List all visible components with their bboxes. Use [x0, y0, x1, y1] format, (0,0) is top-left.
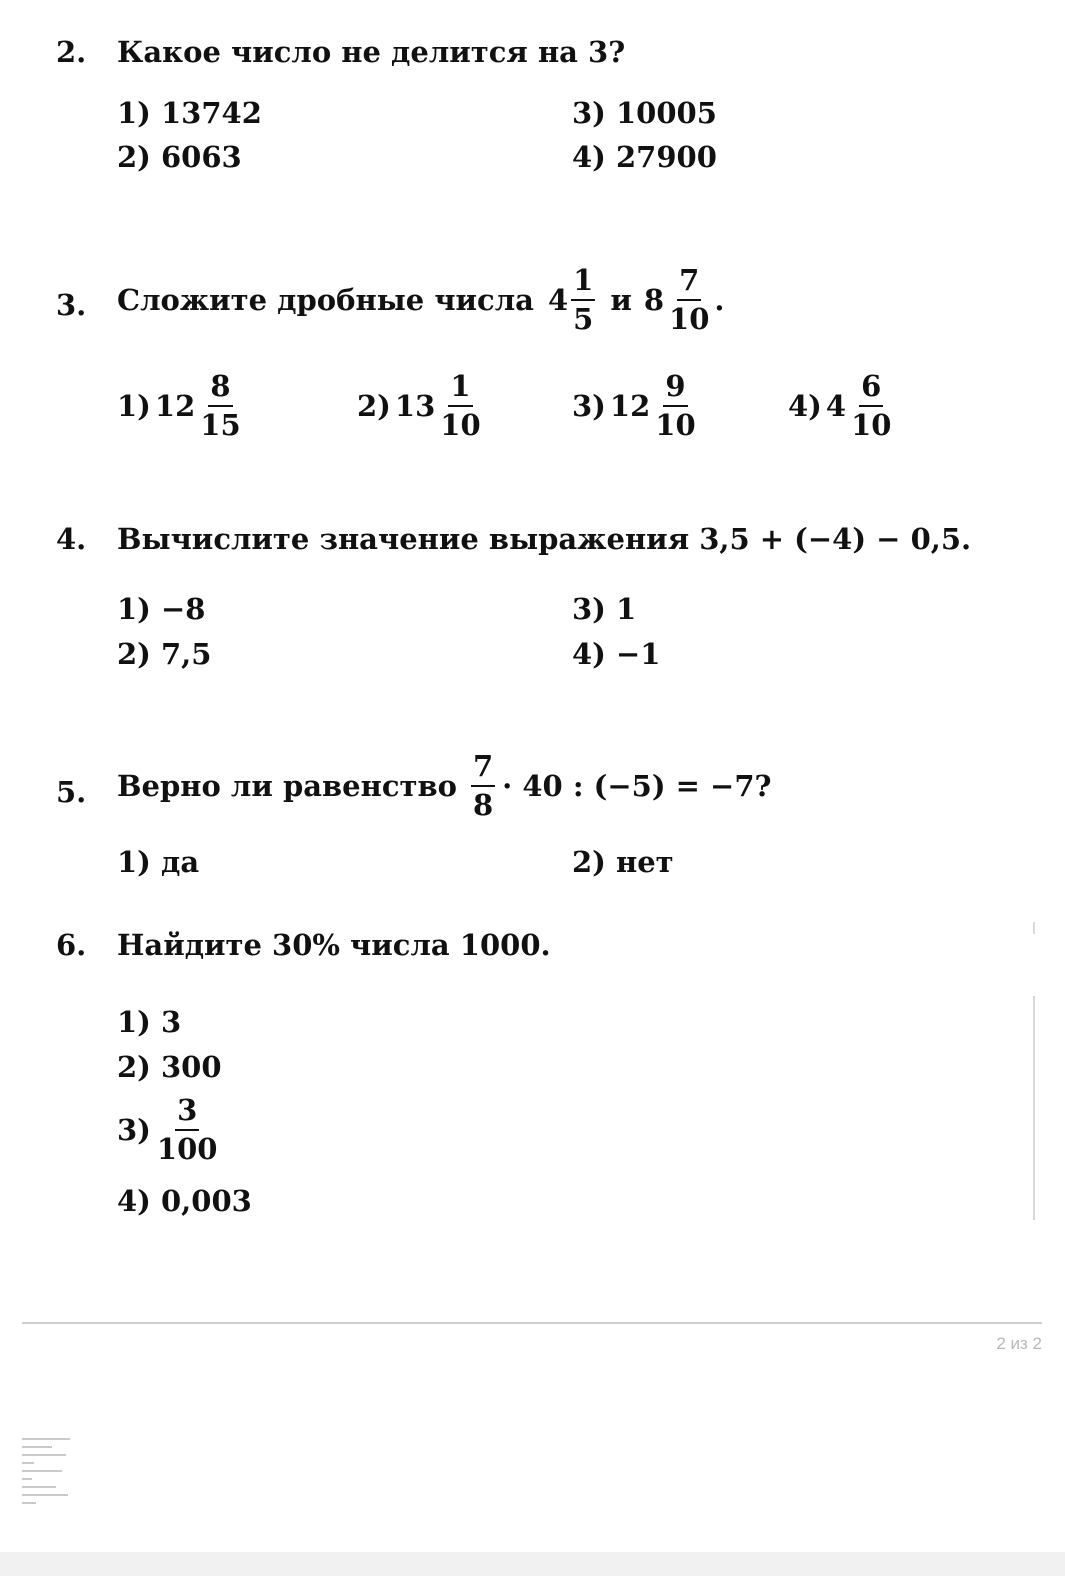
q3-question-line: [117, 263, 725, 336]
scan-edge-mark: [1033, 922, 1035, 934]
q3-second-numerator: 7: [677, 266, 701, 301]
q6-option-4: 4) 0,003: [117, 1184, 252, 1218]
q3-option-3-fraction: [653, 369, 697, 442]
q3-option-4-denominator: 10: [851, 408, 892, 442]
q4-number: 4.: [56, 522, 87, 556]
q4-question: Вычислите значение выражения 3,5 + (−4) − 0,5.: [117, 522, 972, 556]
q5-option-2: 2) нет: [572, 845, 674, 879]
q3-option-1: [117, 369, 246, 442]
q3-option-2: [357, 369, 486, 442]
q2-option-2: 2) 6063: [117, 140, 242, 174]
q2-option-4: 4) 27900: [572, 140, 717, 174]
q3-option-1-fraction: [198, 369, 242, 442]
q2-option-1: 1) 13742: [117, 96, 262, 130]
q3-second-denominator: 10: [669, 302, 710, 336]
q3-option-1-label: 1): [117, 389, 151, 423]
q3-option-2-denominator: 10: [440, 408, 481, 442]
q3-end: .: [714, 283, 725, 317]
q3-option-3: [572, 369, 701, 442]
q5-fraction: [471, 749, 495, 822]
q3-first-whole: 4: [547, 283, 569, 317]
q3-option-1-whole: 12: [154, 389, 196, 423]
q5-number: 5.: [56, 775, 87, 809]
q3-option-4-fraction: [849, 369, 893, 442]
q3-option-3-denominator: 10: [655, 408, 696, 442]
q2-option-3: 3) 10005: [572, 96, 717, 130]
q4-option-4: 4) −1: [572, 637, 661, 671]
q3-option-2-fraction: [438, 369, 482, 442]
q3-option-2-label: 2): [357, 389, 391, 423]
q3-option-3-whole: 12: [609, 389, 651, 423]
q5-question-line: [117, 749, 772, 822]
q3-option-4-whole: 4: [825, 389, 847, 423]
q3-option-1-denominator: 15: [200, 408, 241, 442]
q5-denominator: 8: [472, 788, 494, 822]
q2-question: Какое число не делится на 3?: [117, 35, 626, 69]
q6-question: Найдите 30% числа 1000.: [117, 928, 551, 962]
q6-option-3: [117, 1093, 222, 1166]
q5-numerator: 7: [471, 752, 495, 787]
scan-edge-mark: [1033, 996, 1035, 1220]
q3-first-denominator: 5: [573, 302, 594, 336]
q6-option-3-numerator: 3: [175, 1096, 199, 1131]
q3-option-3-numerator: 9: [663, 372, 687, 407]
q3-conj: и: [610, 283, 632, 317]
q3-option-2-whole: 13: [394, 389, 436, 423]
q6-number: 6.: [56, 928, 87, 962]
q3-first-fraction: [571, 263, 595, 336]
q6-option-3-label: 3): [117, 1113, 151, 1147]
q5-option-1: 1) да: [117, 845, 200, 879]
q3-option-4-numerator: 6: [859, 372, 883, 407]
q3-second-fraction: [667, 263, 711, 336]
page-thumbnail[interactable]: [22, 1438, 72, 1522]
q5-expression: · 40 : (−5) = −7?: [502, 769, 772, 803]
bottom-bar: [0, 1552, 1065, 1576]
q3-option-3-label: 3): [572, 389, 606, 423]
q4-option-1: 1) −8: [117, 592, 206, 626]
page-divider: [22, 1322, 1042, 1324]
q6-option-1: 1) 3: [117, 1005, 182, 1039]
q3-option-2-numerator: 1: [448, 372, 472, 407]
q6-option-2: 2) 300: [117, 1050, 222, 1084]
q4-option-3: 3) 1: [572, 592, 637, 626]
q3-option-4-label: 4): [788, 389, 822, 423]
q5-question: Верно ли равенство: [117, 769, 457, 803]
q3-option-1-numerator: 8: [208, 372, 232, 407]
q6-option-3-denominator: 100: [156, 1132, 218, 1166]
q3-second-whole: 8: [643, 283, 665, 317]
q2-number: 2.: [56, 35, 87, 69]
q3-first-numerator: 1: [571, 266, 595, 301]
q4-option-2: 2) 7,5: [117, 637, 212, 671]
page-indicator: 2 из 2: [996, 1334, 1042, 1353]
q6-option-3-fraction: [155, 1093, 220, 1166]
q3-option-4: [788, 369, 896, 442]
q3-question: Сложите дробные числа: [117, 283, 534, 317]
q3-number: 3.: [56, 288, 87, 322]
